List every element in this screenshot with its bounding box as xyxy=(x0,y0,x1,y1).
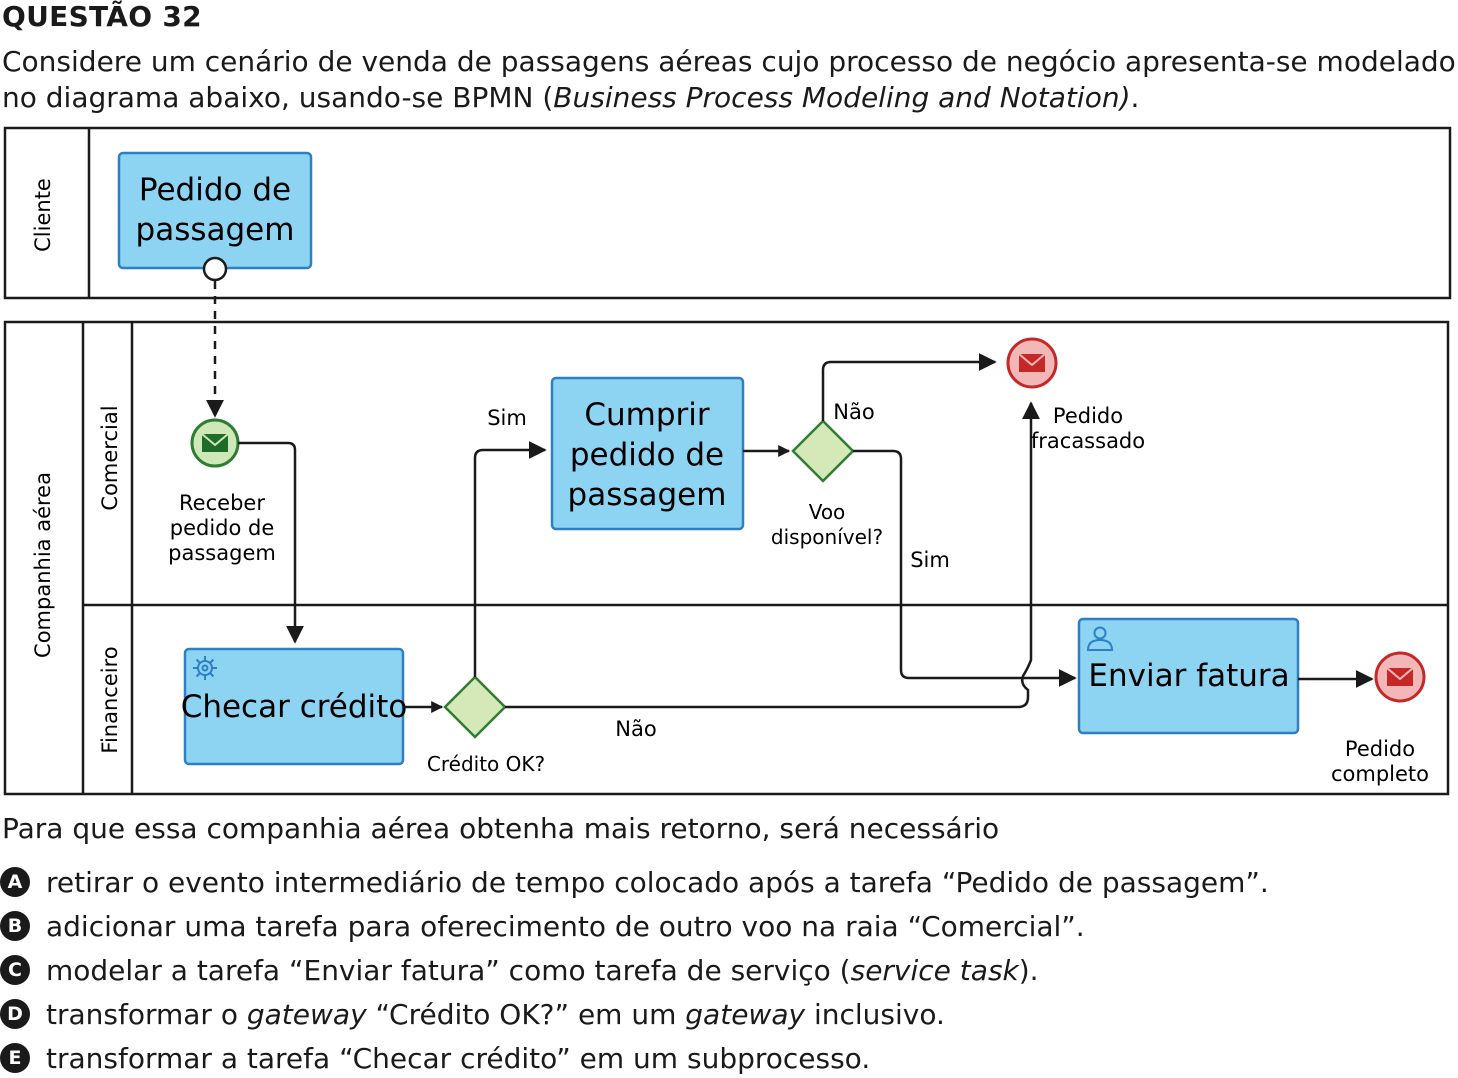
intro-italic: Business Process Modeling and Notation) xyxy=(553,81,1131,114)
option-plain-text: adicionar uma tarefa para oferecimento de outro voo na raia “Comercial”. xyxy=(46,909,1085,943)
option-plain-text: ). xyxy=(1018,953,1039,987)
task-pedido-label-1: Pedido de xyxy=(138,172,292,208)
option-italic-text: service task xyxy=(850,953,1019,987)
option-text xyxy=(46,866,1269,899)
event-receber-label-1: Receber xyxy=(179,491,265,515)
gateway-voo-label-1: Voo xyxy=(808,500,846,524)
option-plain-text: retirar o evento intermediário de tempo colocado após a tarefa “Pedido de passagem”. xyxy=(46,865,1269,899)
option-text xyxy=(46,998,945,1031)
question-title: QUESTÃO 32 xyxy=(2,0,202,33)
option-plain-text: transformar o xyxy=(46,997,247,1031)
option-plain-text: modelar a tarefa “Enviar fatura” como tarefa de serviço ( xyxy=(46,953,851,987)
option-a[interactable] xyxy=(0,862,1269,902)
task-pedido-de-passagem[interactable] xyxy=(119,153,311,268)
task-pedido-label-2: passagem xyxy=(135,212,295,248)
task-enviar-label: Enviar fatura xyxy=(1088,658,1290,694)
option-e[interactable] xyxy=(0,1038,870,1078)
option-italic-text: gateway xyxy=(246,997,367,1031)
gateway-voo-label-2: disponível? xyxy=(770,525,884,549)
pool-cliente-label: Cliente xyxy=(31,178,55,252)
option-letter: D xyxy=(0,999,30,1029)
end-completo-label-1: Pedido xyxy=(1344,737,1416,761)
intro-text-2: . xyxy=(1130,81,1140,114)
option-letter: B xyxy=(0,911,30,941)
option-c[interactable] xyxy=(0,950,1039,990)
label-sim-credito: Sim xyxy=(487,406,527,430)
option-letter: A xyxy=(0,867,30,897)
option-plain-text: transformar a tarefa “Checar crédito” em um subprocesso. xyxy=(46,1041,871,1075)
gateway-credito-label: Crédito OK? xyxy=(426,752,546,776)
end-fracassado-label-1: Pedido xyxy=(1052,404,1124,428)
task-cumprir-label-3: passagem xyxy=(567,477,727,513)
lane-comercial-label: Comercial xyxy=(98,405,122,511)
option-letter: C xyxy=(0,955,30,985)
question-prompt: Para que essa companhia aérea obtenha mais retorno, será necessário xyxy=(2,812,1000,845)
label-nao-voo: Não xyxy=(833,400,875,424)
task-cumprir-label-1: Cumprir xyxy=(584,397,710,433)
option-b[interactable] xyxy=(0,906,1085,946)
event-receber-label-2: pedido de xyxy=(169,516,275,540)
option-letter: E xyxy=(0,1043,30,1073)
task-checar-label: Checar crédito xyxy=(180,689,408,725)
event-receber-label-3: passagem xyxy=(168,541,276,565)
end-fracassado-label-2: fracassado xyxy=(1030,429,1146,453)
option-plain-text: inclusivo. xyxy=(805,997,945,1031)
end-completo-label-2: completo xyxy=(1330,762,1430,786)
bpmn-diagram xyxy=(0,120,1458,800)
pool-companhia-label: Companhia aérea xyxy=(31,472,55,658)
option-text xyxy=(46,910,1085,943)
option-text xyxy=(46,954,1039,987)
intro-text-1: Considere um cenário de venda de passagens aéreas cujo processo de negócio apresenta-se modelado no diagrama abaixo, usando-se BPMN ( xyxy=(2,45,1456,114)
label-sim-voo: Sim xyxy=(910,548,950,572)
label-nao-credito: Não xyxy=(615,717,657,741)
option-plain-text: “Crédito OK?” em um xyxy=(366,997,686,1031)
option-d[interactable] xyxy=(0,994,945,1034)
question-intro xyxy=(2,44,1458,116)
option-text xyxy=(46,1042,870,1075)
intermediate-event-circle xyxy=(204,258,226,280)
task-cumprir-label-2: pedido de xyxy=(569,437,725,473)
lane-financeiro-label: Financeiro xyxy=(98,646,122,754)
option-italic-text: gateway xyxy=(685,997,806,1031)
